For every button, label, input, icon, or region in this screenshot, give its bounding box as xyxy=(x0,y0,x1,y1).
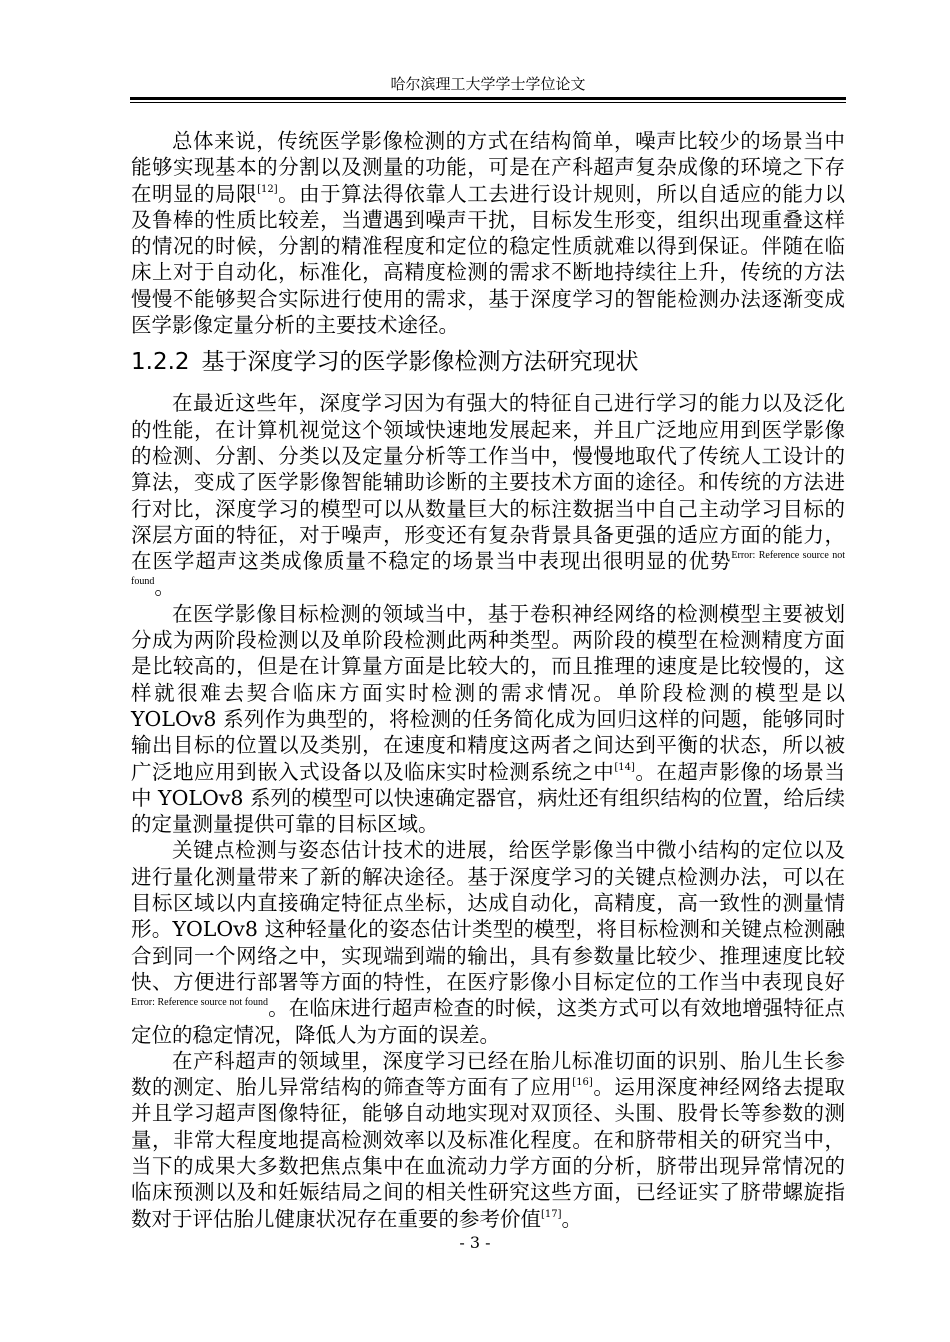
text-run: 。在临床进行超声检查的时候，这类方式可以有效地增强特征点定位的稳定情况，降低人为方面的误差。 xyxy=(131,996,845,1047)
text-run: 在产科超声的领域里，深度学习已经在胎儿标准切面的识别、胎儿生长参数的测定、胎儿异常结构的筛查等方面有了应用 xyxy=(131,1048,845,1100)
paragraph-object-detection xyxy=(131,601,845,838)
paragraph-deep-learning-overview xyxy=(131,390,845,600)
text-run: 在最近这些年，深度学习因为有强大的特征自己进行学习的能力以及泛化的性能，在计算机视觉这个领域快速地发展起来，并且广泛地应用到医学影像的检测、分割、分类以及定量分析等工作当中，慢慢地取代了传统人工设计的算法，变成了医学影像智能辅助诊断的主要技术方面的途径。和传统的方法进行对比，深度学习的模型可以从数量巨大的标注数据当中自己主动学习目标的深层方面的特征，对于噪声，形变还有复杂背景具备更强的适应方面的能力，在医学超声这类成像质量不稳定的场景当中表现出很明显的优势 xyxy=(131,391,845,574)
running-header: 哈尔滨理工大学学士学位论文 xyxy=(390,75,586,93)
text-run: 。 xyxy=(561,1206,583,1231)
header-rule-thick xyxy=(130,97,846,100)
header-rule-thin xyxy=(130,102,846,103)
citation-14: [14] xyxy=(614,761,635,773)
paragraph-obstetric-ultrasound xyxy=(131,1048,845,1232)
paragraph-traditional-summary xyxy=(131,128,845,338)
text-run: 。在超声影像的场景当中 YOLOv8 系列的模型可以快速确定器官，病灶还有组织结构的位置，给后续的定量测量提供可靠的目标区域。 xyxy=(131,759,846,837)
text-run: 在医学影像目标检测的领域当中，基于卷积神经网络的检测模型主要被划分成为两阶段检测以及单阶段检测此两种类型。两阶段的模型在检测精度方面是比较高的，但是在计算量方面是比较大的，而且推理的速度是比较慢的，这样就很难去契合临床方面实时检测的需求情况。单阶段检测的模型是以 YOLOv8 系列作为典型的，将检测的任务简化成为回归这样的问题，能够同时输出目标的位置以及类别，在速度和精度这两者之间达到平衡的状态，所以被广泛地应用到嵌入式设备以及临床实时检测系统之中 xyxy=(131,601,845,784)
body-text xyxy=(131,128,845,1232)
section-heading xyxy=(131,347,845,377)
text-run: 。由于算法得依靠人工去进行设计规则，所以自适应的能力以及鲁棒的性质比较差，当遭遇到噪声干扰，目标发生形变，组织出现重叠这样的情况的时候，分割的精准程度和定位的稳定性质就难以得到保证。伴随在临床上对于自动化，标准化，高精度检测的需求不断地持续往上升，传统的方法慢慢不能够契合实际进行使用的需求，基于深度学习的智能检测办法逐渐变成医学影像定量分析的主要技术途径。 xyxy=(131,181,846,338)
section-number: 1.2.2 xyxy=(131,349,190,376)
citation-12: [12] xyxy=(257,183,278,195)
page-number: - 3 - xyxy=(459,1233,491,1252)
citation-16: [16] xyxy=(572,1077,593,1089)
reference-error: Error: Reference source not found xyxy=(131,997,269,1009)
text-run: 总体来说，传统医学影像检测的方式在结构简单，噪声比较少的场景当中能够实现基本的分割以及测量的功能，可是在产科超声复杂成像的环境之下存在明显的局限 xyxy=(131,129,845,206)
text-run: 关键点检测与姿态估计技术的进展，给医学影像当中微小结构的定位以及进行量化测量带来了新的解决途径。基于深度学习的关键点检测办法，可以在目标区域以内直接确定特征点坐标，达成自动化，高精度，高一致性的测量情形。YOLOv8 这种轻量化的姿态估计类型的模型，将目标检测和关键点检测融合到同一个网络之中，实现端到端的输出，具有参数量比较少、推理速度比较快、方便进行部署等方面的特性，在医疗影像小目标定位的工作当中表现良好 xyxy=(131,838,845,994)
reference-error: Error: Reference source not found xyxy=(131,550,845,588)
paragraph-keypoint-detection xyxy=(131,837,845,1047)
citation-17: [17] xyxy=(541,1208,562,1220)
text-run: 。运用深度神经网络去提取并且学习超声图像特征，能够自动地实现对双顶径、头围、股骨长等参数的测量，非常大程度地提高检测效率以及标准化程度。在和脐带相关的研究当中，当下的成果大多数把焦点集中在血流动力学方面的分析，脐带出现异常情况的临床预测以及和妊娠结局之间的相关性研究这些方面，已经证实了脐带螺旋指数对于评估胎儿健康状况存在重要的参考价值 xyxy=(131,1075,845,1231)
text-run: 。 xyxy=(154,575,175,600)
section-title: 基于深度学习的医学影像检测方法研究现状 xyxy=(201,349,639,376)
